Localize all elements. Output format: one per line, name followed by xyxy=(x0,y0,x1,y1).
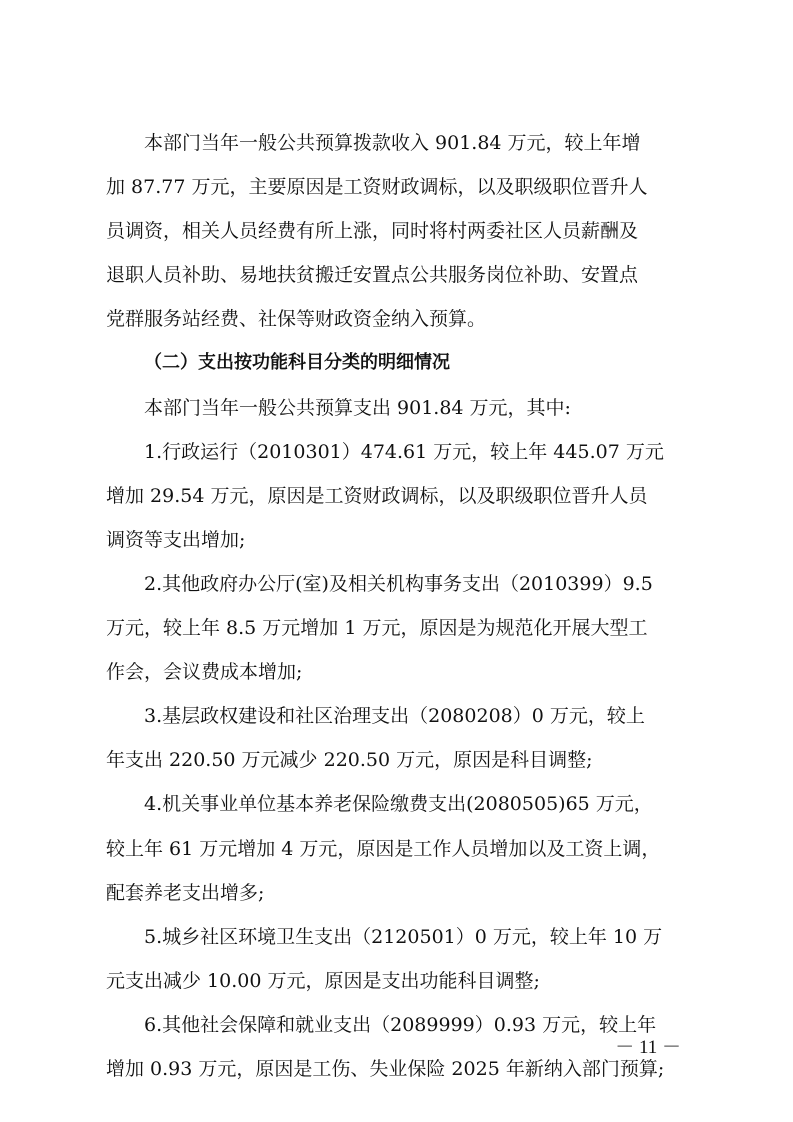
paragraph-line: 本部门当年一般公共预算支出 901.84 万元，其中: xyxy=(144,396,571,419)
list-item-line: 4.机关事业单位基本养老保险缴费支出(2080505)65 万元， xyxy=(144,793,653,816)
paragraph-line: 退职人员补助、易地扶贫搬迁安置点公共服务岗位补助、安置点 xyxy=(106,264,639,287)
list-item-line: 调资等支出增加; xyxy=(106,528,246,551)
paragraph-line: 党群服务站经费、社保等财政资金纳入预算。 xyxy=(106,308,487,331)
paragraph-line: 加 87.77 万元，主要原因是工资财政调标，以及职级职位晋升人 xyxy=(106,176,648,199)
body-text xyxy=(106,121,694,1091)
paragraph-line: 本部门当年一般公共预算拨款收入 901.84 万元，较上年增 xyxy=(144,132,641,154)
section-heading: （二）支出按功能科目分类的明细情况 xyxy=(144,352,450,374)
list-item-line: 6.其他社会保障和就业支出（2089999）0.93 万元，较上年 xyxy=(144,1013,657,1036)
list-item-line: 年支出 220.50 万元减少 220.50 万元，原因是科目调整; xyxy=(106,749,593,772)
list-item-line: 元支出减少 10.00 万元，原因是支出功能科目调整; xyxy=(106,969,540,992)
list-item-line: 配套养老支出增多; xyxy=(106,881,265,904)
list-item-line: 5.城乡社区环境卫生支出（2120501）0 万元，较上年 10 万 xyxy=(144,925,663,948)
list-item-line: 增加 0.93 万元，原因是工伤、失业保险 2025 年新纳入部门预算; xyxy=(106,1057,665,1080)
list-item-line: 作会，会议费成本增加; xyxy=(106,661,303,684)
list-item-line: 较上年 61 万元增加 4 万元，原因是工作人员增加以及工资上调， xyxy=(106,837,661,860)
list-item-line: 3.基层政权建设和社区治理支出（2080208）0 万元，较上 xyxy=(144,705,645,728)
list-item-line: 1.行政运行（2010301）474.61 万元，较上年 445.07 万元 xyxy=(144,440,664,463)
paragraph-line: 员调资，相关人员经费有所上涨，同时将村两委社区人员薪酬及 xyxy=(106,220,639,243)
list-item-line: 2.其他政府办公厅(室)及相关机构事务支出（2010399）9.5 xyxy=(144,572,653,595)
list-item-line: 增加 29.54 万元，原因是工资财政调标，以及职级职位晋升人员 xyxy=(106,484,648,507)
list-item-line: 万元，较上年 8.5 万元增加 1 万元，原因是为规范化开展大型工 xyxy=(106,617,648,640)
page-number: － 11 － xyxy=(615,1037,681,1058)
